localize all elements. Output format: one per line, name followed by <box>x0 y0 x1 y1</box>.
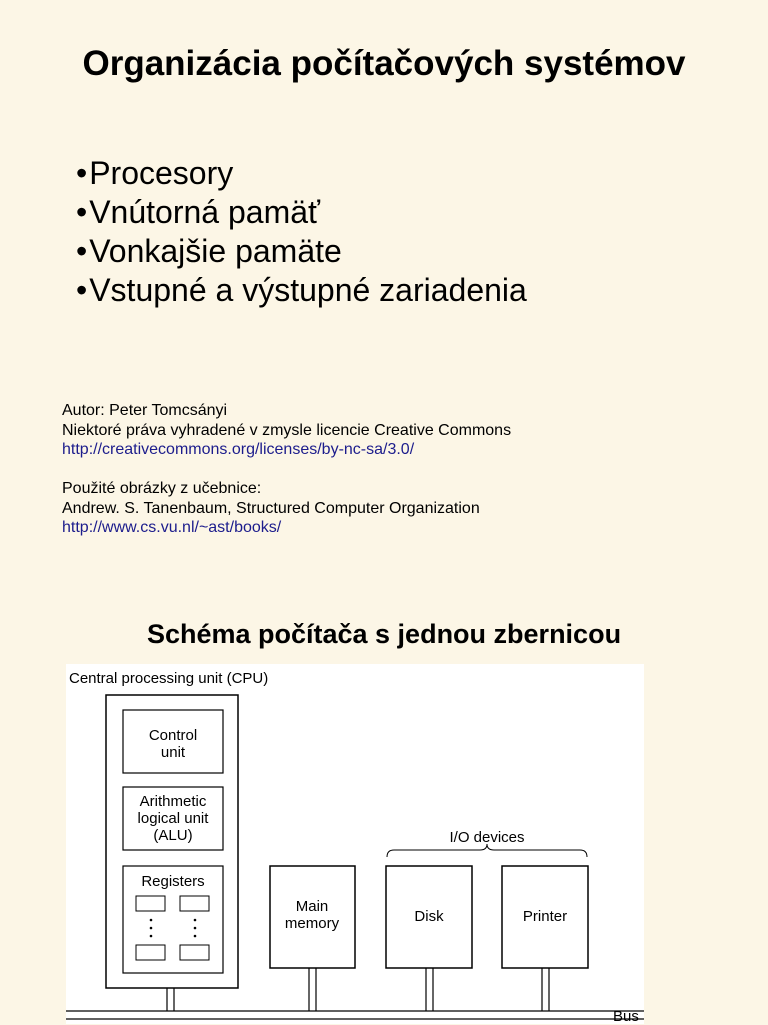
author-line: Autor: Peter Tomcsányi <box>62 402 228 419</box>
spacer <box>62 460 511 480</box>
topic-list <box>76 154 527 310</box>
alu-label: logical unit <box>137 810 209 827</box>
io-devices-brace <box>387 844 587 857</box>
diagram-title: Schéma počítača s jednou zbernicou <box>146 619 622 649</box>
registers-label: Registers <box>141 873 205 890</box>
topic-item: • Vonkajšie pamäte <box>76 232 527 271</box>
cpu-label: Central processing unit (CPU) <box>69 670 269 687</box>
bus-label: Bus <box>613 1008 639 1025</box>
printer-label: Printer <box>522 908 568 925</box>
diagram-svg <box>66 664 644 1024</box>
register-ellipsis <box>150 919 197 938</box>
control-unit-label: unit <box>160 744 186 761</box>
register-cell <box>180 896 209 911</box>
register-cell <box>136 945 165 960</box>
credits-block <box>62 401 511 538</box>
alu-label: (ALU) <box>153 827 193 844</box>
register-cell <box>136 896 165 911</box>
main-memory-label: Main <box>295 898 329 915</box>
license-link[interactable]: http://creativecommons.org/licenses/by-nc-sa/3.0/ <box>62 441 415 458</box>
control-unit-label: Control <box>148 727 198 744</box>
bus-connectors <box>167 968 549 1011</box>
io-devices-label: I/O devices <box>449 829 525 846</box>
book-line: Andrew. S. Tanenbaum, Structured Computer Organization <box>62 499 480 517</box>
main-memory-label: memory <box>284 915 340 932</box>
alu-label: Arithmetic <box>139 793 207 810</box>
disk-label: Disk <box>414 908 444 925</box>
images-source-line: Použité obrázky z učebnice: <box>62 480 262 497</box>
topic-item: • Vstupné a výstupné zariadenia <box>76 271 527 310</box>
rights-line: Niektoré práva vyhradené v zmysle licencie Creative Commons <box>62 421 512 439</box>
register-cell <box>180 945 209 960</box>
single-bus-diagram <box>66 664 644 1024</box>
topic-item: • Procesory <box>76 154 527 193</box>
slide-title: Organizácia počítačových systémov <box>82 44 686 83</box>
topic-item: • Vnútorná pamäť <box>76 193 527 232</box>
book-link[interactable]: http://www.cs.vu.nl/~ast/books/ <box>62 519 282 536</box>
